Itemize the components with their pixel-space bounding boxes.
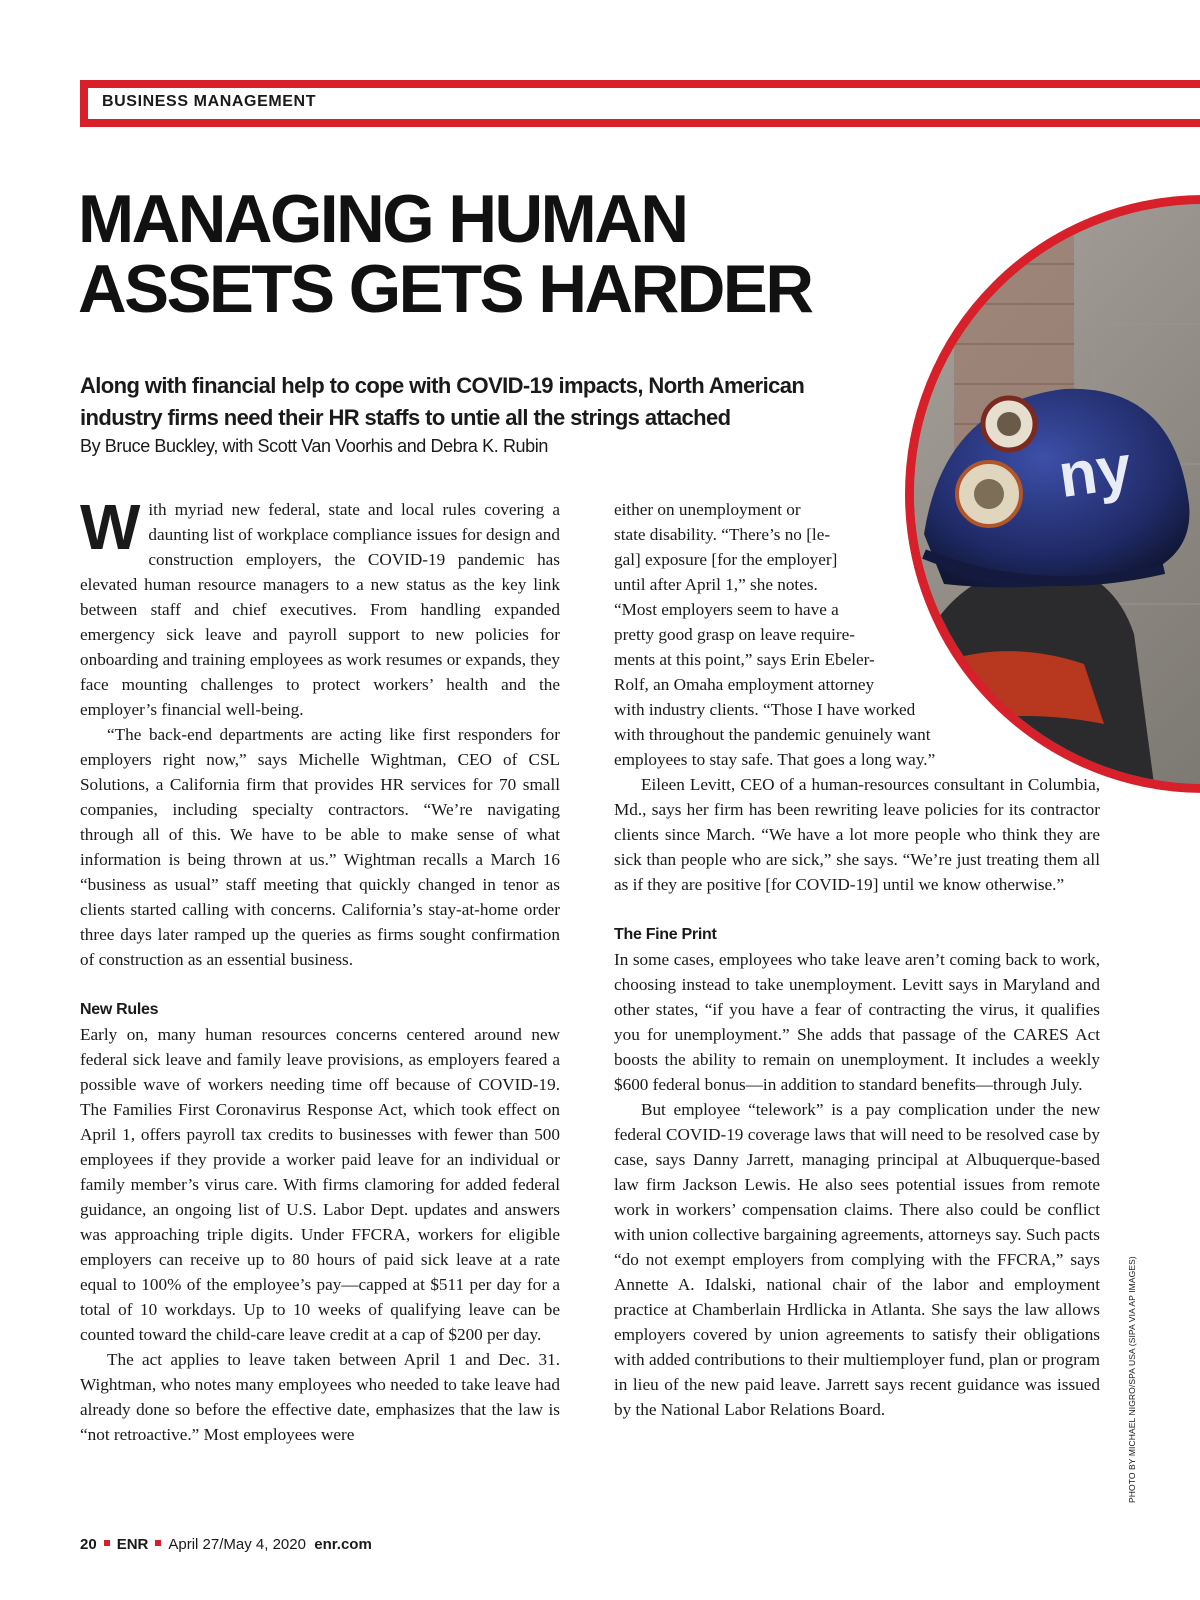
paragraph-4: The act applies to leave taken between April 1 and Dec. 31. Wightman, who notes many employees who needed to take leave had already done so before the effective date, emphasizes that the law is “not retroactive.” Most employees were (80, 1350, 560, 1444)
article-column-left (80, 491, 560, 1447)
section-bar (80, 80, 1200, 127)
paragraph-3: Early on, many human resources concerns centered around new federal sick leave and family leave provisions, as employers feared a possible wave of workers needing time off because of COVID-19. The Families First Coronavirus Response Act, which took effect on April 1, offers payroll tax credits to businesses with fewer than 500 employees if they provide a worker paid leave for an individual or family member’s virus care. With firms clamoring for added federal guidance, an ongoing list of U.S. Labor Dept. updates and answers was approaching triple digits. Under FFCRA, workers for eligible employers can receive up to 80 hours of paid sick leave at a rate equal to 100% of the employee’s pay—capped at $511 per day for a total of 10 workdays. Up to 10 weeks of qualifying leave can be counted toward the child-care leave credit at a cap of $200 per day. (80, 1025, 560, 1344)
wrap-line: gal] exposure [for the employer] (614, 550, 838, 569)
wrap-line: pretty good grasp on leave require- (614, 625, 856, 644)
wrap-line: with industry clients. “Those I have worked (614, 700, 916, 719)
section-label: BUSINESS MANAGEMENT (102, 93, 317, 110)
issue-date: April 27/May 4, 2020 (168, 1536, 306, 1553)
drop-cap: W (80, 491, 141, 563)
wrap-line: ments at this point,” says Erin Ebeler- (614, 650, 875, 669)
paragraph-levitt: Eileen Levitt, CEO of a human-resources consultant in Columbia, Md., says her firm has been rewriting leave policies for its contractor clients since March. “We have a lot more people who think they are sick than people who are sick,” she says. “We’re just treating them all as if they are positive [for COVID-19] until we know otherwise.” (614, 775, 1100, 894)
subhead-fine-print: The Fine Print (614, 926, 717, 943)
subhead-new-rules: New Rules (80, 1001, 159, 1018)
deck-line-1: Along with financial help to cope with COVID-19 impacts, North American (80, 373, 805, 398)
wrap-paragraph (614, 497, 1100, 772)
headline-line-2: ASSETS GETS HARDER (78, 251, 812, 327)
wrap-line: with throughout the pandemic genuinely want (614, 725, 931, 744)
headline-line-1: MANAGING HUMAN (78, 181, 687, 257)
page-number: 20 (80, 1536, 97, 1553)
separator-square (104, 1540, 110, 1546)
deck (80, 370, 900, 434)
headline (78, 181, 949, 327)
photo-credit: PHOTO BY MICHAEL NIGRO/SPA USA (SIPA VIA AP IMAGES) (1127, 1256, 1137, 1503)
byline: By Bruce Buckley, with Scott Van Voorhis and Debra K. Rubin (80, 436, 548, 456)
paragraph-1-text: ith myriad new federal, state and local rules covering a daunting list of workplace compliance issues for design and construction employers, the COVID-19 pandemic has elevated human resource managers to a new status as the key link between staff and chief executives. From handling expanded emergency sick leave and payroll support to new policies for onboarding and training employees as work resumes or expands, they face mounting challenges to protect workers’ health and the employer’s financial well-being. (80, 500, 560, 719)
publication-name: ENR (116, 1536, 149, 1553)
wrap-line: state disability. “There’s no [le- (614, 525, 831, 544)
page-footer (80, 1536, 372, 1553)
wrap-line: either on unemployment or (614, 500, 801, 519)
wrap-line: Rolf, an Omaha employment attorney (614, 675, 875, 694)
paragraph-telework: But employee “telework” is a pay complication under the new federal COVID-19 coverage laws that will need to be resolved case by case, says Danny Jarrett, managing principal at Albuquerque-based law firm Jackson Lewis. He also sees potential issues from remote work in workers’ compensation claims. There also could be conflict with union collective bargaining agreements, attorneys say. Such pacts “do not exempt employers from complying with the FFCRA,” says Annette A. Idalski, national chair of the labor and employment practice at Chamberlain Hrdlicka in Atlanta. She says the law allows employers covered by union agreements to satisfy their obligations with added contributions to their multiemployer fund, plan or program in lieu of the new paid leave. Jarrett says recent guidance was issued by the National Labor Relations Board. (614, 1100, 1100, 1419)
website: enr.com (314, 1536, 372, 1553)
deck-line-2: industry firms need their HR staffs to untie all the strings attached (80, 405, 731, 430)
paragraph-unemployment: In some cases, employees who take leave aren’t coming back to work, choosing instead to take unemployment. Levitt says in Maryland and other states, “if you have a fear of contracting the virus, it qualifies you for unemployment.” She adds that passage of the CARES Act boosts the ability to remain on unemployment. It includes a weekly $600 federal bonus—in addition to standard benefits—through July. (614, 950, 1100, 1094)
wrap-line: until after April 1,” she notes. (614, 575, 818, 594)
wrap-line: “Most employers seem to have a (614, 600, 839, 619)
separator-square (155, 1540, 161, 1546)
helmet-logo-text: ny (1054, 432, 1136, 512)
paragraph-1 (80, 491, 560, 722)
wrap-line: employees to stay safe. That goes a long way.” (614, 750, 936, 769)
article-column-right (614, 497, 1100, 1422)
paragraph-2: “The back-end departments are acting like first responders for employers right now,” says Michelle Wightman, CEO of CSL Solutions, a California firm that provides HR services for 70 small companies, including specialty contractors. “We’re navigating through all of this. We have to be able to make sense of what information is being thrown at us.” Wightman recalls a March 16 “business as usual” staff meeting that quickly changed in tenor as clients started calling with concerns. California’s stay-at-home order three days later ramped up the queries as firms sought confirmation of construction as an essential business. (80, 725, 560, 969)
